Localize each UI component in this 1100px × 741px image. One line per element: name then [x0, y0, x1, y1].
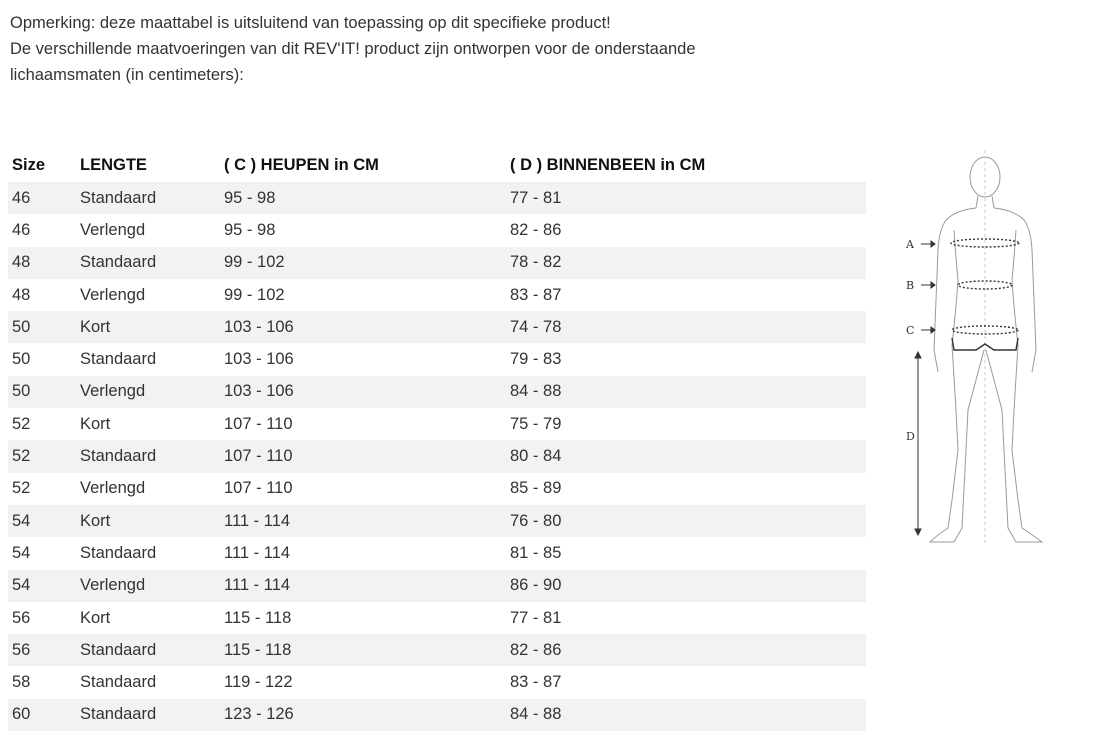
- table-row: [8, 247, 866, 279]
- cell-heupen: 95 - 98: [224, 220, 276, 239]
- cell-heupen: 115 - 118: [220, 634, 506, 666]
- cell-binnenbeen: 81 - 85: [510, 543, 562, 562]
- table-row: [8, 699, 866, 731]
- cell-lengte: Verlengd: [76, 376, 220, 408]
- cell-lengte: Verlengd: [76, 570, 220, 602]
- header-lengte: LENGTE: [80, 155, 147, 174]
- cell-heupen: 115 - 118: [224, 608, 292, 627]
- cell-heupen: 103 - 106: [220, 376, 506, 408]
- cell-heupen: 99 - 102: [224, 285, 285, 304]
- cell-binnenbeen: 77 - 81: [506, 182, 866, 214]
- cell-size: 54: [8, 505, 76, 537]
- cell-size: 50: [8, 376, 76, 408]
- label-c: C: [906, 324, 915, 337]
- cell-size: 60: [8, 699, 76, 731]
- cell-lengte: Kort: [80, 414, 111, 433]
- cell-binnenbeen: 77 - 81: [510, 608, 562, 627]
- cell-binnenbeen: 75 - 79: [510, 414, 562, 433]
- cell-lengte: Standaard: [80, 673, 157, 692]
- table-row: [8, 505, 866, 537]
- table-row: [8, 473, 866, 505]
- cell-binnenbeen: 79 - 83: [510, 350, 562, 369]
- cell-binnenbeen: 84 - 88: [506, 376, 866, 408]
- cell-size: 56: [12, 608, 31, 627]
- cell-lengte: Standaard: [76, 699, 220, 731]
- size-table: [8, 148, 866, 731]
- size-note: [10, 10, 870, 88]
- cell-size: 52: [12, 479, 31, 498]
- mannequin-icon: [896, 150, 1056, 550]
- table-row: [8, 214, 866, 246]
- cell-size: 54: [12, 543, 31, 562]
- cell-size: 52: [12, 414, 31, 433]
- cell-size: 58: [12, 673, 31, 692]
- table-row: [8, 311, 866, 343]
- cell-heupen: 103 - 106: [224, 350, 294, 369]
- cell-size: 52: [8, 440, 76, 472]
- table-row: [8, 182, 866, 214]
- cell-lengte: Standaard: [76, 247, 220, 279]
- table-row: [8, 634, 866, 666]
- cell-heupen: 111 - 114: [224, 543, 291, 562]
- label-d: D: [906, 430, 915, 443]
- table-row: [8, 376, 866, 408]
- cell-binnenbeen: 82 - 86: [510, 220, 562, 239]
- table-row: [8, 537, 866, 569]
- cell-binnenbeen: 74 - 78: [506, 311, 866, 343]
- cell-size: 56: [8, 634, 76, 666]
- header-heupen: ( C ) HEUPEN in CM: [224, 155, 379, 174]
- cell-lengte: Standaard: [76, 182, 220, 214]
- cell-binnenbeen: 76 - 80: [506, 505, 866, 537]
- cell-lengte: Standaard: [80, 543, 157, 562]
- cell-heupen: 107 - 110: [224, 479, 293, 498]
- cell-lengte: Standaard: [80, 350, 157, 369]
- cell-heupen: 103 - 106: [220, 311, 506, 343]
- table-row: [8, 279, 866, 311]
- cell-lengte: Standaard: [76, 634, 220, 666]
- note-line-1: Opmerking: deze maattabel is uitsluitend van toepassing op dit specifieke product!: [10, 14, 611, 32]
- cell-lengte: Verlengd: [80, 220, 146, 239]
- cell-size: 46: [12, 220, 31, 239]
- table-body: [8, 182, 866, 731]
- cell-lengte: Verlengd: [80, 479, 146, 498]
- cell-binnenbeen: 84 - 88: [506, 699, 866, 731]
- cell-size: 54: [8, 570, 76, 602]
- table-row: [8, 440, 866, 472]
- cell-heupen: 123 - 126: [220, 699, 506, 731]
- label-a: A: [906, 238, 914, 251]
- cell-binnenbeen: 86 - 90: [506, 570, 866, 602]
- cell-heupen: 95 - 98: [220, 182, 506, 214]
- cell-binnenbeen: 80 - 84: [506, 440, 866, 472]
- table-row: [8, 602, 866, 634]
- table-row: [8, 666, 866, 698]
- header-size: Size: [12, 155, 46, 174]
- cell-size: 50: [8, 311, 76, 343]
- cell-heupen: 111 - 114: [220, 570, 506, 602]
- table-row: [8, 570, 866, 602]
- cell-heupen: 111 - 114: [220, 505, 506, 537]
- cell-heupen: 107 - 110: [224, 414, 293, 433]
- table-row: [8, 343, 866, 375]
- cell-heupen: 107 - 110: [220, 440, 506, 472]
- body-measurement-figure: [896, 150, 1056, 550]
- cell-heupen: 119 - 122: [224, 673, 293, 692]
- note-line-3: lichaamsmaten (in centimeters):: [10, 66, 244, 84]
- header-binnenbeen: ( D ) BINNENBEEN in CM: [510, 155, 706, 174]
- cell-lengte: Kort: [80, 608, 111, 627]
- cell-size: 46: [8, 182, 76, 214]
- cell-binnenbeen: 82 - 86: [506, 634, 866, 666]
- cell-lengte: Kort: [76, 311, 220, 343]
- cell-binnenbeen: 85 - 89: [510, 479, 562, 498]
- table-row: [8, 408, 866, 440]
- table-header-row: [8, 148, 866, 182]
- note-line-2: De verschillende maatvoeringen van dit REV'IT! product zijn ontworpen voor de onderstaande: [10, 40, 696, 58]
- cell-size: 50: [12, 350, 31, 369]
- cell-lengte: Kort: [76, 505, 220, 537]
- cell-lengte: Standaard: [76, 440, 220, 472]
- cell-lengte: Verlengd: [80, 285, 146, 304]
- label-b: B: [906, 279, 915, 292]
- cell-binnenbeen: 83 - 87: [510, 285, 562, 304]
- cell-size: 48: [8, 247, 76, 279]
- cell-size: 48: [12, 285, 31, 304]
- cell-binnenbeen: 83 - 87: [510, 673, 562, 692]
- cell-binnenbeen: 78 - 82: [506, 247, 866, 279]
- cell-heupen: 99 - 102: [220, 247, 506, 279]
